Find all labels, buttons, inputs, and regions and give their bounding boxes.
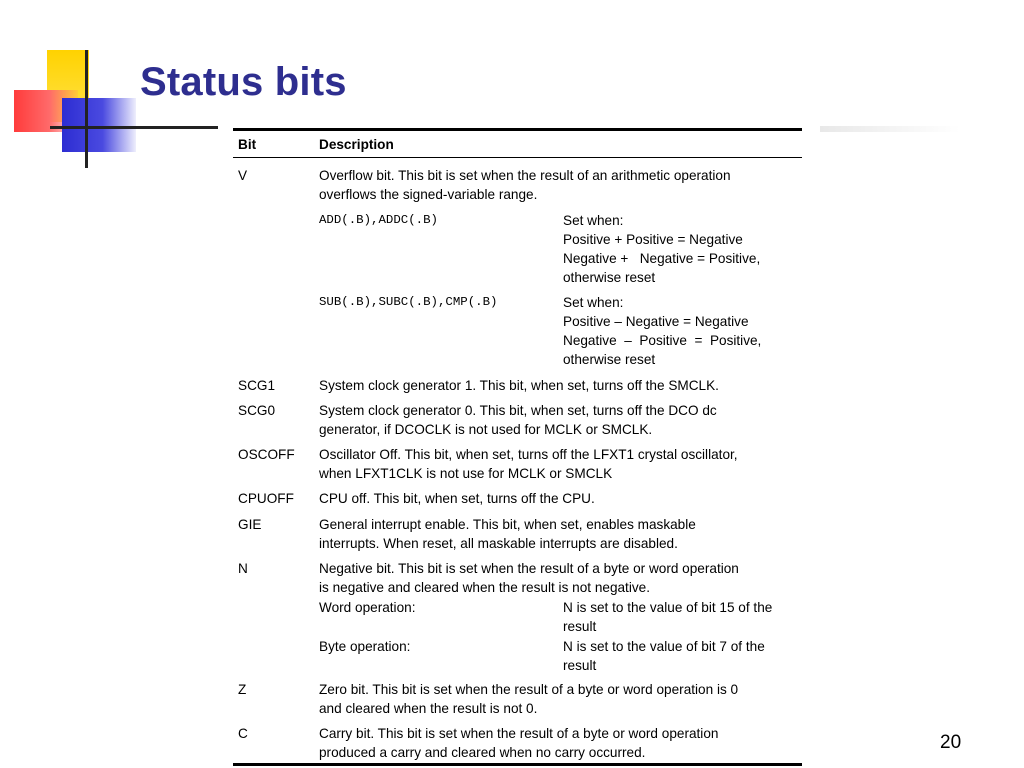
sub-row [319,598,793,636]
table-row [233,489,802,508]
bit-description [319,489,802,508]
description-line: interrupts. When reset, all maskable interrupts are disabled. [319,536,678,551]
description-line: and cleared when the result is not 0. [319,701,538,716]
sub-row [319,211,793,287]
operation-label: Word operation: [319,600,416,615]
description-line: System clock generator 1. This bit, when set, turns off the SMCLK. [319,378,719,393]
bit-name: SCG1 [238,378,276,393]
description-line: produced a carry and cleared when no carry occurred. [319,745,646,760]
sub-row [319,293,793,369]
condition-line: Positive – Negative = Negative [563,314,749,329]
description-line: Negative bit. This bit is set when the result of a byte or word operation [319,561,739,576]
table-row [233,445,802,483]
description-line: generator, if DCOCLK is not used for MCLK or SMCLK. [319,422,653,437]
condition-line: result [563,658,597,673]
condition-line: otherwise reset [563,352,656,367]
bit-name: N [238,561,248,576]
bit-name: CPUOFF [238,491,294,506]
bit-description [319,376,802,395]
operation-label: Byte operation: [319,639,411,654]
table-row [233,166,802,369]
bit-name: Z [238,682,247,697]
table-bottom-rule [233,763,802,766]
bit-description [319,724,802,762]
condition-line: result [563,619,597,634]
bit-description [319,680,802,718]
bit-description [319,559,802,675]
condition-line: N is set to the value of bit 7 of the [563,639,765,654]
condition-line: N is set to the value of bit 15 of the [563,600,773,615]
decor-vertical-line [85,50,88,168]
page-number: 20 [940,732,962,753]
condition-line: otherwise reset [563,270,656,285]
description-line: Zero bit. This bit is set when the result of a byte or word operation is 0 [319,682,739,697]
condition-line: Positive + Positive = Negative [563,232,743,247]
description-line: System clock generator 0. This bit, when set, turns off the DCO dc [319,403,717,418]
condition-line: Set when: [563,213,624,228]
instruction-list: ADD(.B),ADDC(.B) [319,213,438,227]
condition-line: Negative – Positive = Positive, [563,333,762,348]
table-row [233,515,802,553]
bit-name: V [238,168,248,183]
column-header-bit: Bit [238,136,257,152]
bit-name: SCG0 [238,403,276,418]
description-line: when LFXT1CLK is not use for MCLK or SMCLK [319,466,613,481]
table-row [233,559,802,675]
bit-description [319,166,802,369]
table-header-rule [233,157,802,158]
decor-horizontal-line [50,126,218,129]
description-line: overflows the signed-variable range. [319,187,538,202]
bit-name: C [238,726,248,741]
bit-description [319,401,802,439]
table-row [233,724,802,762]
description-line: CPU off. This bit, when set, turns off the CPU. [319,491,595,506]
description-line: Oscillator Off. This bit, when set, turns off the LFXT1 crystal oscillator, [319,447,738,462]
decor-blue-square [62,98,136,152]
status-bits-table [233,128,802,766]
sub-row [319,637,793,675]
slide-title: Status bits [140,60,347,104]
bit-description [319,515,802,553]
description-line: General interrupt enable. This bit, when set, enables maskable [319,517,696,532]
instruction-list: SUB(.B),SUBC(.B),CMP(.B) [319,295,498,309]
condition-line: Negative + Negative = Positive, [563,251,761,266]
description-line: Overflow bit. This bit is set when the result of an arithmetic operation [319,168,731,183]
description-line: Carry bit. This bit is set when the result of a byte or word operation [319,726,719,741]
description-line: is negative and cleared when the result is not negative. [319,580,650,595]
decor-horizontal-line-right [820,126,960,132]
bit-name: GIE [238,517,262,532]
table-row [233,376,802,395]
column-header-description: Description [319,136,394,152]
bit-description [319,445,802,483]
table-row [233,401,802,439]
bit-name: OSCOFF [238,447,295,462]
table-row [233,680,802,718]
table-header-row [233,131,802,157]
condition-line: Set when: [563,295,624,310]
